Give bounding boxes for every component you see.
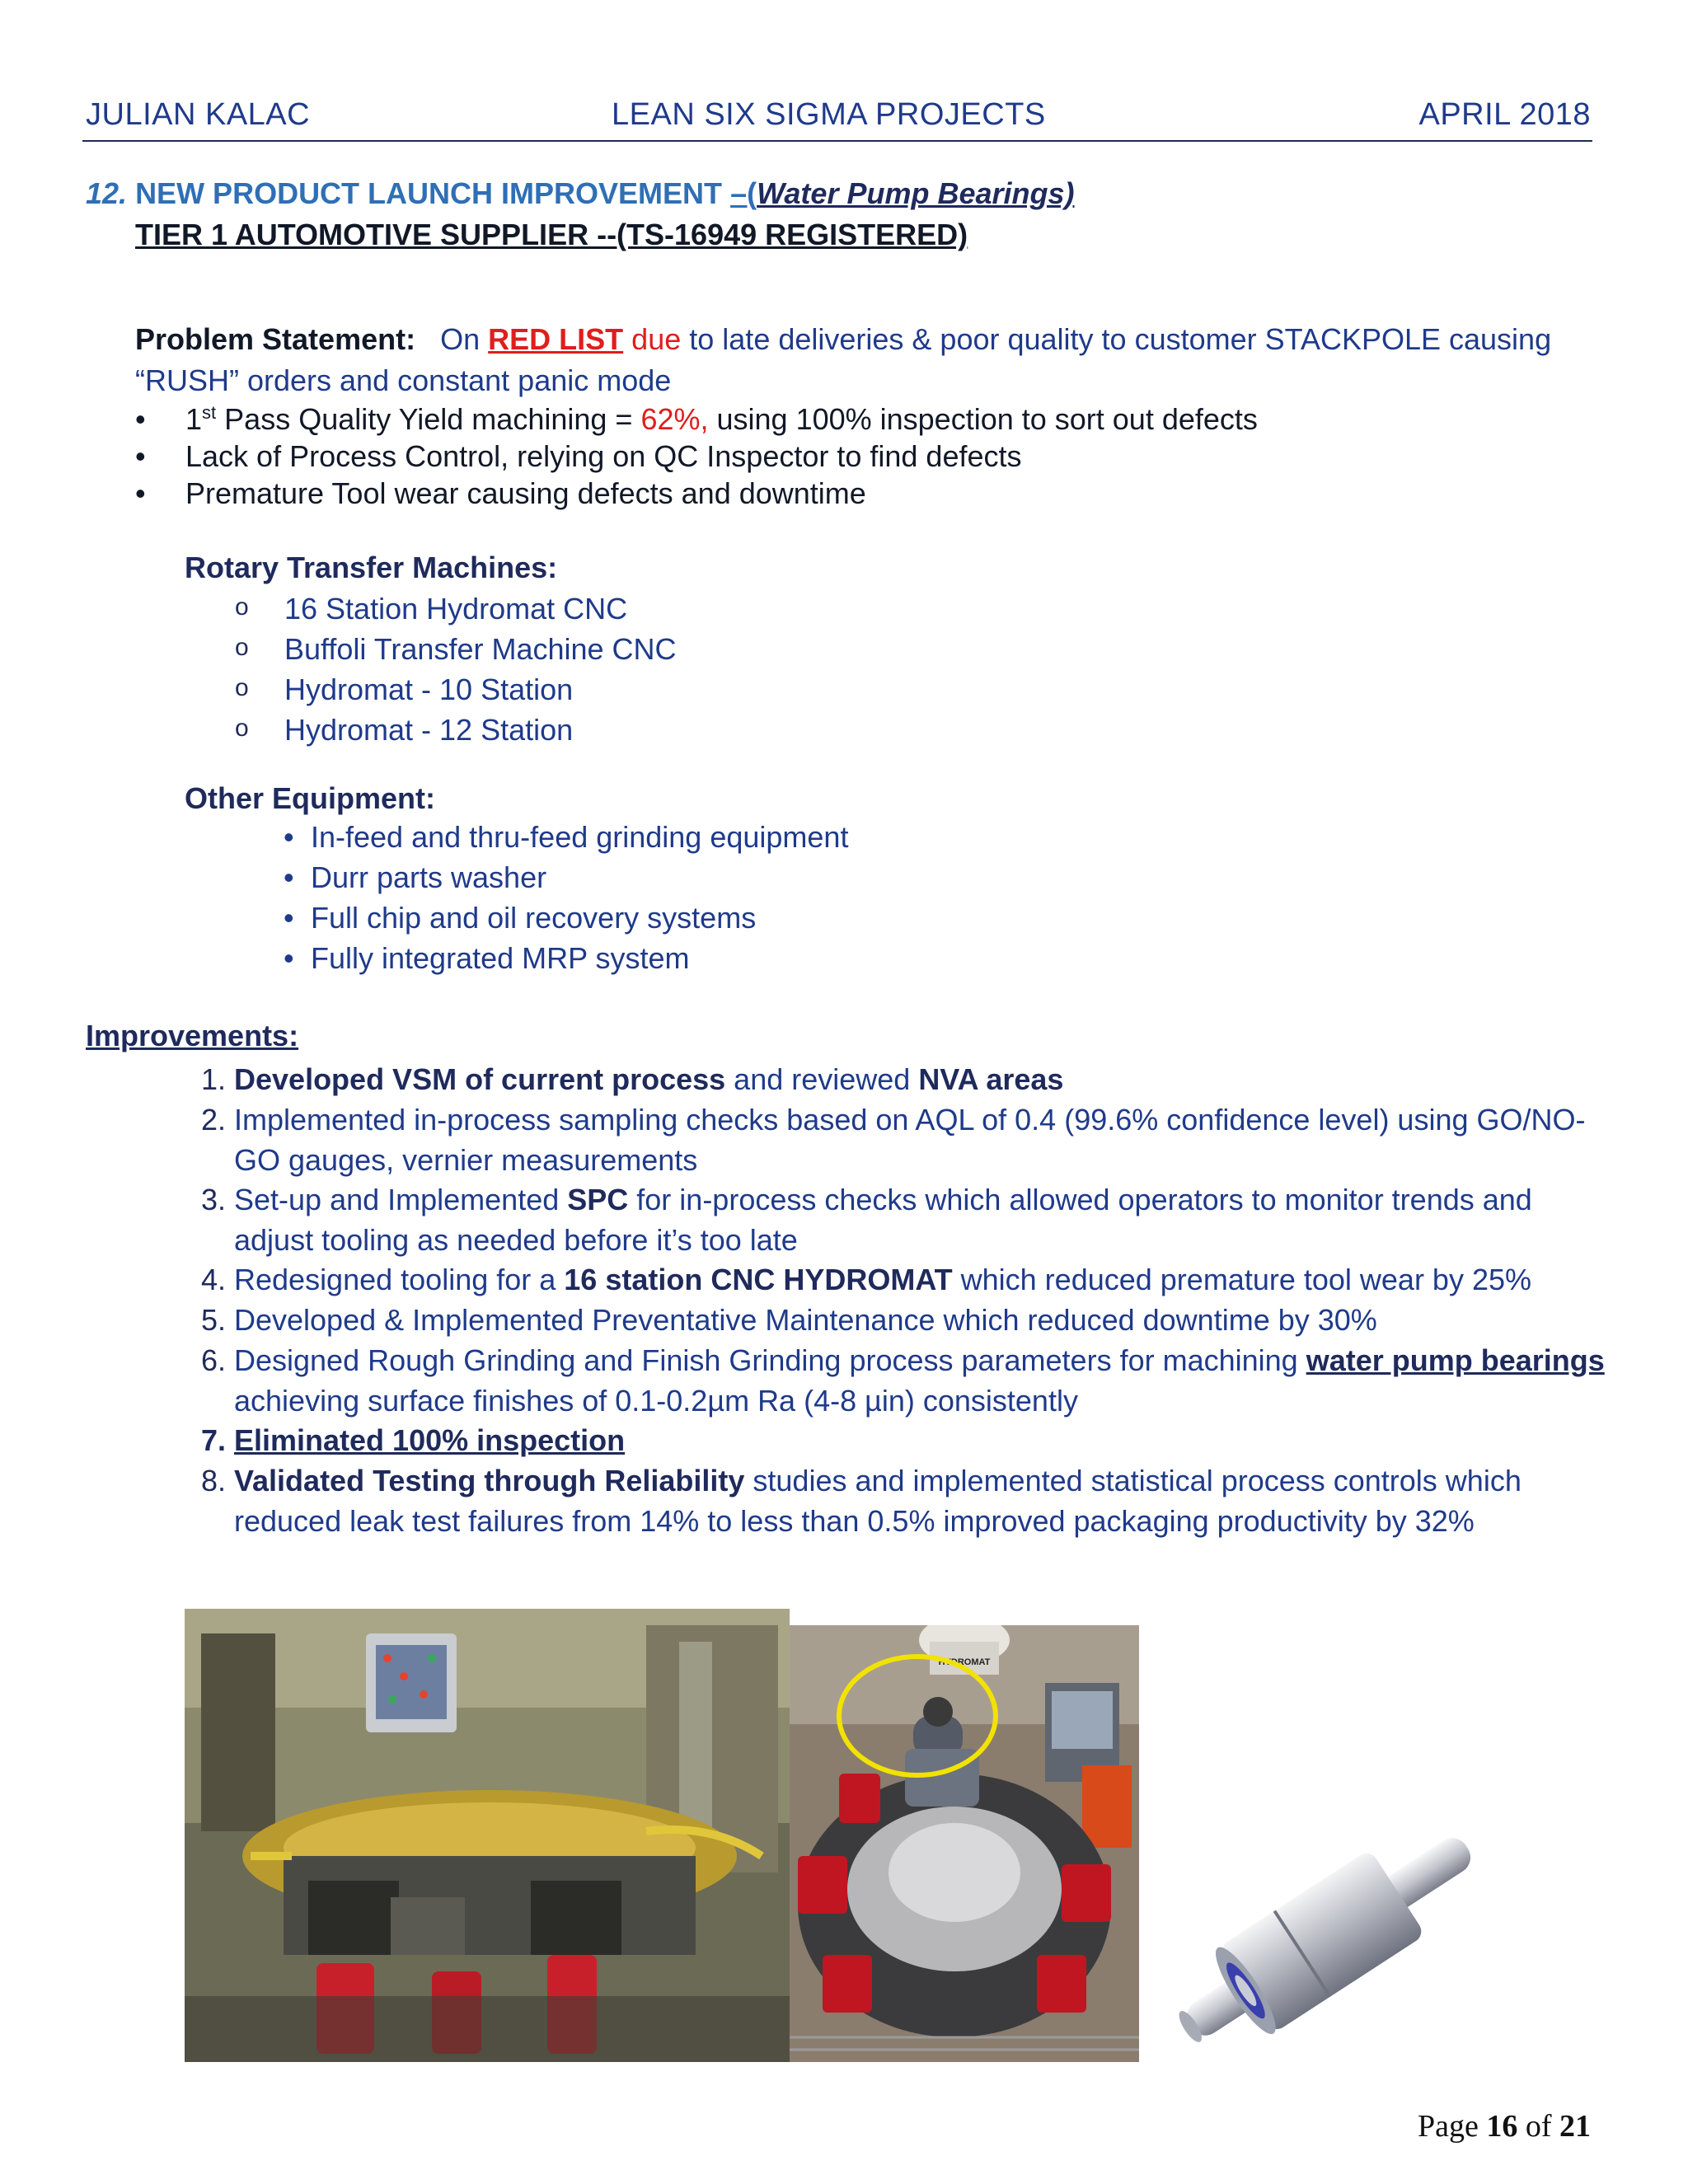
other-equipment-heading: Other Equipment: bbox=[185, 781, 435, 815]
bullet-dot-icon: • bbox=[284, 941, 294, 975]
page-total: 21 bbox=[1559, 2109, 1591, 2144]
bearing-illustration bbox=[1139, 1805, 1518, 2069]
improvement-4-a: Redesigned tooling for a bbox=[234, 1263, 565, 1296]
project-subtitle: Water Pump Bearings) bbox=[757, 176, 1075, 210]
improvement-number: 5. bbox=[200, 1303, 226, 1337]
header-author: JULIAN KALAC bbox=[86, 97, 311, 132]
problem-due: due bbox=[631, 322, 682, 356]
improvement-number: 7. bbox=[200, 1423, 226, 1457]
improvement-6-a: Designed Rough Grinding and Finish Grinding process parameters for machining bbox=[234, 1343, 1306, 1377]
header-divider bbox=[82, 140, 1592, 142]
bullet-dot-icon: • bbox=[284, 860, 294, 894]
bullet-yield-sup: st bbox=[202, 402, 217, 423]
improvement-number: 2. bbox=[200, 1103, 226, 1137]
circle-bullet-icon: o bbox=[235, 593, 249, 621]
supplier-tier: TIER 1 AUTOMOTIVE SUPPLIER --(TS-16949 REGISTERED) bbox=[135, 218, 968, 251]
rotary-item-text: 16 Station Hydromat CNC bbox=[284, 592, 628, 626]
problem-rest: to late deliveries & poor quality to customer STACKPOLE causing “RUSH” orders and constant panic mode bbox=[135, 322, 1552, 397]
improvement-1-c: NVA areas bbox=[918, 1062, 1064, 1096]
rotary-heading: Rotary Transfer Machines: bbox=[185, 551, 558, 584]
problem-statement bbox=[135, 319, 1586, 401]
equipment-item-text: Full chip and oil recovery systems bbox=[311, 901, 757, 935]
rotary-machine-illustration bbox=[185, 1609, 790, 2062]
bullet-dot-icon: • bbox=[284, 901, 294, 935]
header-date: APRIL 2018 bbox=[1418, 97, 1591, 132]
problem-on: On bbox=[440, 322, 481, 356]
improvement-4-b: 16 station CNC HYDROMAT bbox=[564, 1263, 953, 1296]
improvement-7-text: Eliminated 100% inspection bbox=[234, 1423, 626, 1457]
equipment-item-text: In-feed and thru-feed grinding equipment bbox=[311, 820, 849, 854]
improvement-number: 4. bbox=[200, 1263, 226, 1296]
bullet-process-control-text: Lack of Process Control, relying on QC Inspector to find defects bbox=[185, 439, 1022, 473]
bullet-yield-mid: Pass Quality Yield machining = bbox=[216, 402, 641, 436]
improvement-number: 3. bbox=[200, 1183, 226, 1216]
improvement-number: 6. bbox=[200, 1343, 226, 1377]
bullet-dot-icon: • bbox=[135, 402, 146, 436]
page-number bbox=[1418, 2108, 1591, 2144]
improvement-2-text: Implemented in-process sampling checks based on AQL of 0.4 (99.6% confidence level) using GO/NO-GO gauges, vernier measurements bbox=[234, 1103, 1586, 1177]
red-list: RED LIST bbox=[488, 322, 624, 356]
problem-label: Problem Statement: bbox=[135, 322, 416, 356]
improvement-3-b: SPC bbox=[567, 1183, 629, 1216]
project-dash: –( bbox=[730, 176, 757, 210]
improvement-6-b: water pump bearings bbox=[1306, 1343, 1605, 1377]
improvement-3-a: Set-up and Implemented bbox=[234, 1183, 568, 1216]
improvements-heading: Improvements: bbox=[86, 1019, 299, 1052]
hydromat-operator-photo bbox=[790, 1625, 1139, 2062]
hydromat-illustration bbox=[790, 1625, 1139, 2062]
rotary-item-text: Hydromat - 10 Station bbox=[284, 673, 574, 706]
improvement-8-b: studies and implemented statistical process controls which reduced leak test failures from 14% to less than 0.5% improved packaging productivity by 32% bbox=[234, 1464, 1522, 1538]
rotary-machine-photo bbox=[185, 1609, 790, 2062]
circle-bullet-icon: o bbox=[235, 715, 249, 742]
circle-bullet-icon: o bbox=[235, 634, 249, 661]
project-number: 12. bbox=[86, 176, 128, 210]
improvement-5-text: Developed & Implemented Preventative Maintenance which reduced downtime by 30% bbox=[234, 1303, 1377, 1337]
improvement-8-a: Validated Testing through Reliability bbox=[234, 1464, 745, 1497]
header-title: LEAN SIX SIGMA PROJECTS bbox=[612, 97, 1046, 132]
improvement-1-b: and reviewed bbox=[725, 1062, 919, 1096]
bullet-yield-value: 62%, bbox=[640, 402, 709, 436]
bullet-tool-wear-text: Premature Tool wear causing defects and downtime bbox=[185, 476, 866, 510]
bullet-dot-icon: • bbox=[135, 439, 146, 473]
page-current: 16 bbox=[1486, 2109, 1518, 2144]
bullet-yield-post: using 100% inspection to sort out defects bbox=[708, 402, 1258, 436]
bullet-dot-icon: • bbox=[284, 820, 294, 854]
rotary-item-text: Hydromat - 12 Station bbox=[284, 713, 574, 747]
equipment-item-text: Fully integrated MRP system bbox=[311, 941, 690, 975]
improvement-6-c: achieving surface finishes of 0.1-0.2µm Ra (4-8 µin) consistently bbox=[234, 1384, 1078, 1418]
project-name: NEW PRODUCT LAUNCH IMPROVEMENT bbox=[135, 176, 723, 210]
hydromat-logo-text: HYDROMAT bbox=[938, 1657, 991, 1667]
improvement-3-c: for in-process checks which allowed operators to monitor trends and adjust tooling as needed before it’s too late bbox=[234, 1183, 1532, 1257]
bullet-yield-pre: 1 bbox=[185, 402, 203, 436]
equipment-item-text: Durr parts washer bbox=[311, 860, 547, 894]
page-of: of bbox=[1525, 2109, 1552, 2144]
improvement-number: 8. bbox=[200, 1464, 226, 1497]
project-title bbox=[86, 176, 1075, 211]
improvement-number: 1. bbox=[200, 1062, 226, 1096]
bullet-dot-icon: • bbox=[135, 476, 146, 510]
page-word: Page bbox=[1417, 2109, 1479, 2144]
water-pump-bearing-photo bbox=[1139, 1805, 1518, 2069]
rotary-item-text: Buffoli Transfer Machine CNC bbox=[284, 632, 677, 666]
improvement-1-a: Developed VSM of current process bbox=[234, 1062, 726, 1096]
improvement-4-c: which reduced premature tool wear by 25% bbox=[952, 1263, 1532, 1296]
circle-bullet-icon: o bbox=[235, 674, 249, 701]
